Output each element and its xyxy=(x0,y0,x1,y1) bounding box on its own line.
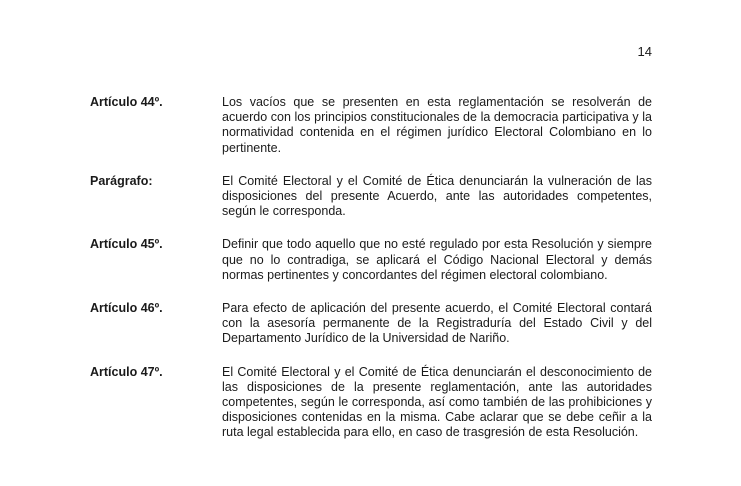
article-47 xyxy=(90,365,652,441)
article-label: Artículo 44º. xyxy=(90,95,163,109)
article-46 xyxy=(90,301,652,347)
article-label: Artículo 46º. xyxy=(90,301,163,316)
page-number: 14 xyxy=(637,44,652,59)
article-label: Artículo 45º. xyxy=(90,237,163,252)
article-label: Artículo 47º. xyxy=(90,364,163,379)
paragraph-clause xyxy=(90,174,652,220)
article-text: Definir que todo aquello que no esté regulado por esta Resolución y siempre que no lo contradiga, se aplicará el Código Nacional Electoral y demás normas pertinentes y concordantes del régimen electoral colombiano. xyxy=(222,237,652,282)
article-text: El Comité Electoral y el Comité de Ética denunciarán la vulneración de las disposiciones del presente Acuerdo, ante las autoridades competentes, según le corresponda. xyxy=(222,173,652,219)
article-text: Para efecto de aplicación del presente acuerdo, el Comité Electoral contará con la asesoría permanente de la Registraduría del Estado Civil y del Departamento Jurídico de la Universidad de Nariño. xyxy=(222,301,652,346)
article-44 xyxy=(90,95,652,156)
article-text: El Comité Electoral y el Comité de Ética denunciarán el desconocimiento de las disposiciones de la presente reglamentación, ante las autoridades competentes, según le corresponda, así como también de las prohibiciones y disposiciones contenidas en la misma. Cabe aclarar que se debe ceñir a la ruta legal establecida para ello, en caso de trasgresión de esta Resolución. xyxy=(222,364,652,440)
article-text: Los vacíos que se presenten en esta reglamentación se resolverán de acuerdo con los principios constitucionales de la democracia participativa y la normatividad contenida en el régimen jurídico Electoral Colombiano en lo pertinente. xyxy=(222,95,652,155)
article-list xyxy=(90,95,652,459)
article-label: Parágrafo: xyxy=(90,173,153,188)
article-45 xyxy=(90,237,652,283)
